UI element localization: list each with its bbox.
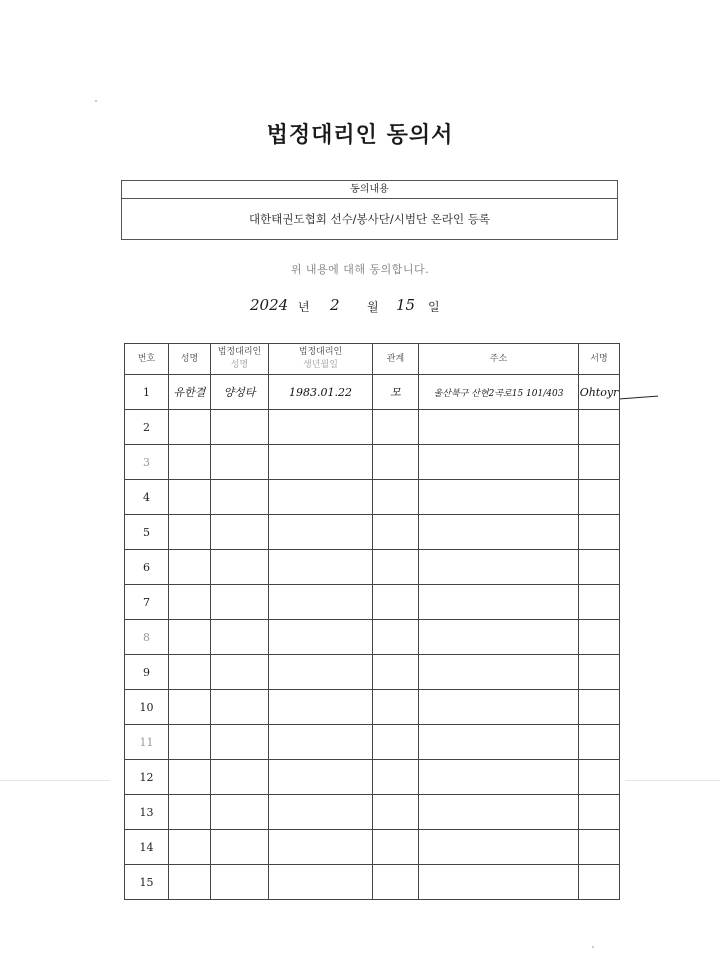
cell-signature [579, 830, 620, 865]
table-row [125, 550, 620, 585]
table-row [125, 515, 620, 550]
cell-guardian-name [211, 550, 269, 585]
cell-name: 유한결 [169, 375, 211, 410]
cell-guardian-birth [269, 515, 373, 550]
cell-name [169, 515, 211, 550]
table-row [125, 690, 620, 725]
date-month-unit: 월 [367, 300, 379, 314]
table-row [125, 725, 620, 760]
cell-guardian-birth [269, 550, 373, 585]
cell-guardian-name [211, 830, 269, 865]
cell-no: 9 [125, 655, 169, 690]
cell-relation [373, 795, 419, 830]
header-guardian-name-top: 법정대리인 [217, 347, 262, 357]
cell-guardian-name: 양성타 [211, 375, 269, 410]
cell-guardian-name [211, 585, 269, 620]
date-month: 2 [330, 296, 340, 314]
cell-guardian-name [211, 795, 269, 830]
cell-no: 2 [125, 410, 169, 445]
signature-tail-stroke [620, 396, 658, 400]
cell-name [169, 655, 211, 690]
cell-relation [373, 830, 419, 865]
cell-relation: 모 [373, 375, 419, 410]
scan-speck [592, 946, 594, 948]
cell-no: 4 [125, 480, 169, 515]
cell-name [169, 865, 211, 900]
header-relation: 관계 [373, 344, 419, 375]
table-row [125, 585, 620, 620]
cell-no: 12 [125, 760, 169, 795]
cell-relation [373, 515, 419, 550]
cell-relation [373, 725, 419, 760]
cell-address [419, 865, 579, 900]
cell-no: 5 [125, 515, 169, 550]
cell-no: 14 [125, 830, 169, 865]
cell-name [169, 480, 211, 515]
cell-guardian-birth: 1983.01.22 [269, 375, 373, 410]
cell-address [419, 445, 579, 480]
cell-no: 6 [125, 550, 169, 585]
cell-no: 8 [125, 620, 169, 655]
date-day: 15 [396, 296, 416, 314]
header-no: 번호 [125, 344, 169, 375]
cell-signature [579, 760, 620, 795]
cell-guardian-birth [269, 795, 373, 830]
scan-artifact-line [625, 780, 720, 781]
cell-address [419, 550, 579, 585]
date-year: 2024 [250, 296, 289, 314]
cell-no: 1 [125, 375, 169, 410]
table-row [125, 830, 620, 865]
table-row [125, 410, 620, 445]
header-guardian-birth-sub: 생년월일 [303, 360, 338, 370]
document-title: 법정대리인 동의서 [266, 123, 454, 148]
cell-name [169, 795, 211, 830]
consent-content-box [121, 180, 618, 240]
cell-address [419, 690, 579, 725]
cell-relation [373, 585, 419, 620]
cell-guardian-name [211, 445, 269, 480]
table-row [125, 375, 620, 410]
cell-name [169, 760, 211, 795]
cell-name [169, 550, 211, 585]
table-row [125, 865, 620, 900]
cell-guardian-birth [269, 830, 373, 865]
cell-name [169, 690, 211, 725]
table-row [125, 795, 620, 830]
cell-address [419, 795, 579, 830]
cell-name [169, 410, 211, 445]
cell-guardian-birth [269, 690, 373, 725]
header-guardian-birth [269, 344, 373, 375]
cell-no: 3 [125, 445, 169, 480]
cell-relation [373, 410, 419, 445]
cell-address [419, 585, 579, 620]
consent-text: 대한태권도협회 선수/봉사단/시범단 온라인 등록 [249, 212, 490, 226]
cell-guardian-birth [269, 865, 373, 900]
cell-address [419, 725, 579, 760]
cell-guardian-birth [269, 760, 373, 795]
cell-guardian-name [211, 760, 269, 795]
cell-address [419, 480, 579, 515]
cell-guardian-name [211, 620, 269, 655]
cell-name [169, 585, 211, 620]
cell-guardian-name [211, 865, 269, 900]
cell-signature [579, 480, 620, 515]
cell-signature: Ohtoyr [579, 375, 620, 410]
agreement-statement: 위 내용에 대해 동의합니다. [290, 263, 430, 276]
cell-signature [579, 690, 620, 725]
cell-signature [579, 410, 620, 445]
cell-guardian-birth [269, 620, 373, 655]
cell-relation [373, 445, 419, 480]
cell-guardian-name [211, 410, 269, 445]
cell-relation [373, 655, 419, 690]
cell-guardian-name [211, 690, 269, 725]
cell-signature [579, 795, 620, 830]
consent-header: 동의내용 [122, 181, 617, 199]
cell-no: 10 [125, 690, 169, 725]
cell-name [169, 445, 211, 480]
cell-address [419, 515, 579, 550]
scan-speck [95, 100, 97, 102]
cell-signature [579, 865, 620, 900]
cell-name [169, 620, 211, 655]
cell-address [419, 760, 579, 795]
header-guardian-name-sub: 성명 [230, 360, 249, 370]
cell-guardian-name [211, 480, 269, 515]
cell-relation [373, 550, 419, 585]
cell-name [169, 725, 211, 760]
cell-address [419, 655, 579, 690]
cell-address [419, 410, 579, 445]
cell-relation [373, 690, 419, 725]
table-row [125, 655, 620, 690]
cell-no: 11 [125, 725, 169, 760]
scan-artifact-line [0, 780, 110, 781]
cell-guardian-name [211, 515, 269, 550]
cell-address [419, 830, 579, 865]
header-guardian-birth-top: 법정대리인 [298, 347, 343, 357]
cell-relation [373, 760, 419, 795]
cell-guardian-birth [269, 410, 373, 445]
table-row [125, 760, 620, 795]
cell-signature [579, 725, 620, 760]
cell-address [419, 620, 579, 655]
table-row [125, 620, 620, 655]
cell-relation [373, 865, 419, 900]
header-guardian-name [211, 344, 269, 375]
header-signature: 서명 [579, 344, 620, 375]
date-year-unit: 년 [298, 300, 310, 314]
header-name: 성명 [169, 344, 211, 375]
table-row [125, 480, 620, 515]
cell-signature [579, 655, 620, 690]
header-address: 주소 [419, 344, 579, 375]
cell-guardian-birth [269, 725, 373, 760]
cell-no: 7 [125, 585, 169, 620]
cell-guardian-birth [269, 480, 373, 515]
cell-no: 13 [125, 795, 169, 830]
cell-guardian-name [211, 725, 269, 760]
cell-address: 울산북구 산현2곡로15 101/403 [419, 375, 579, 410]
cell-signature [579, 445, 620, 480]
cell-signature [579, 620, 620, 655]
table-row [125, 445, 620, 480]
guardian-consent-table [124, 343, 620, 900]
cell-relation [373, 480, 419, 515]
cell-name [169, 830, 211, 865]
cell-guardian-name [211, 655, 269, 690]
cell-signature [579, 550, 620, 585]
cell-guardian-birth [269, 585, 373, 620]
cell-no: 15 [125, 865, 169, 900]
cell-relation [373, 620, 419, 655]
cell-signature [579, 585, 620, 620]
cell-guardian-birth [269, 655, 373, 690]
table-header-row [125, 344, 620, 375]
cell-guardian-birth [269, 445, 373, 480]
cell-signature [579, 515, 620, 550]
table-body [125, 375, 620, 900]
date-day-unit: 일 [428, 300, 440, 314]
